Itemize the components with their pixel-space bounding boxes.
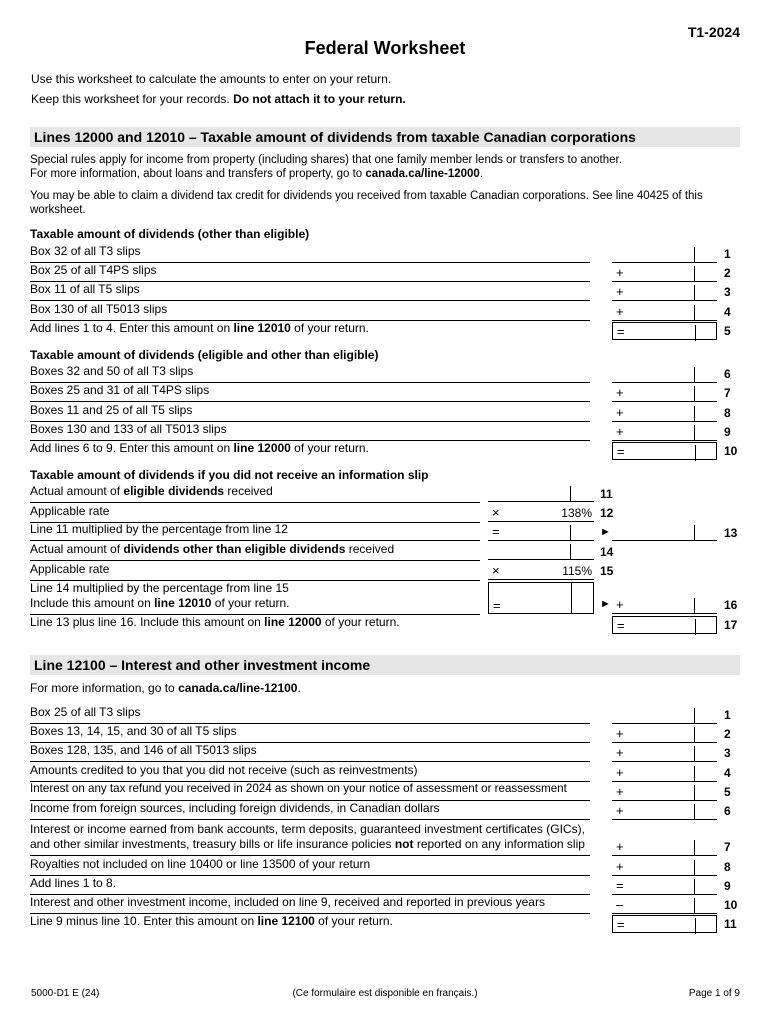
line-number: 6 [724,804,731,818]
row-label-17: Line 13 plus line 16. Include this amount on line 12000 of your return. [30,615,400,629]
footer-page-number: Page 1 of 9 [688,988,740,999]
arrow-icon: ► [600,598,611,610]
section-interest-heading: Line 12100 – Interest and other investment income [30,655,740,675]
row-label-15: Applicable rate [30,562,110,576]
amount-field-s2-line-3[interactable]: + [612,744,717,762]
line-number: 17 [724,618,738,632]
amount-field-line-4[interactable]: + [612,303,717,321]
line-number: 4 [724,305,731,319]
line-number: 10 [724,898,738,912]
amount-field-line-17[interactable]: = [612,616,717,634]
row-label-6: Boxes 32 and 50 of all T3 slips [30,364,194,378]
amount-field-line-16[interactable]: + [612,596,717,614]
amount-field-s2-line-10[interactable]: – [612,896,717,914]
line-number: 8 [724,406,731,420]
section-dividends-para2: You may be able to claim a dividend tax credit for dividends you received from taxable Canadian corporations. See line 40425 of this worksheet. [30,190,703,216]
section-dividends-para1: Special rules apply for income from property (including shares) that one family member lends or transfers to another. For more information, about loans and transfers of property, go to canada.ca/line-12000. [30,154,622,180]
line-number: 13 [724,526,738,540]
line-number: 1 [724,247,731,261]
amount-field-s2-line-7[interactable]: + [612,838,717,856]
amount-field-line-7[interactable]: + [612,384,717,402]
line-12100-link[interactable]: canada.ca/line-12100 [178,681,298,695]
arrow-icon: ► [600,526,611,538]
row-label-s2-8: Royalties not included on line 10400 or line 13500 of your return [30,857,371,871]
row-label-10: Add lines 6 to 9. Enter this amount on line 12000 of your return. [30,441,369,455]
section-interest-para: For more information, go to canada.ca/line-12100. [30,681,301,695]
line-number: 5 [724,324,731,338]
line-number: 14 [600,545,614,559]
row-label-14: Actual amount of dividends other than eligible dividends received [30,542,395,556]
line-number: 16 [724,598,738,612]
footer-form-code: 5000-D1 E (24) [31,988,100,999]
row-label-s2-3: Boxes 128, 135, and 146 of all T5013 slips [30,743,257,757]
row-rule [30,401,590,402]
row-label-4: Box 130 of all T5013 slips [30,302,168,316]
amount-field-s2-line-1[interactable] [612,706,717,724]
row-label-s2-6: Income from foreign sources, including foreign dividends, in Canadian dollars [30,801,440,815]
amount-field-line-6[interactable] [612,365,717,383]
line-number: 7 [724,840,731,854]
amount-field-line-5[interactable]: = [612,322,717,340]
row-rule [30,502,480,503]
row-rule [30,560,480,561]
line-number: 12 [600,506,614,520]
line-number: 8 [724,860,731,874]
amount-field-line-10[interactable]: = [612,442,717,460]
page-title: Federal Worksheet [304,38,466,58]
line-number: 9 [724,879,731,893]
row-label-s2-5: Interest on any tax refund you received in 2024 as shown on your notice of assessment or reassessment [30,782,567,795]
row-label-7: Boxes 25 and 31 of all T4PS slips [30,383,210,397]
amount-field-s2-line-5[interactable]: + [612,783,717,801]
amount-field-line-9[interactable]: + [612,423,717,441]
row-label-s2-10: Interest and other investment income, included on line 9, received and reported in previous years [30,895,545,909]
amount-field-s2-line-4[interactable]: + [612,764,717,782]
intro-line-1: Use this worksheet to calculate the amounts to enter on your return. [31,72,392,86]
line-number: 2 [724,727,731,741]
group-b-heading: Taxable amount of dividends (eligible and other than eligible) [30,348,379,362]
row-rule [30,540,480,541]
row-label-16-line1: Line 14 multiplied by the percentage from line 15 [30,581,289,595]
amount-field-line-8[interactable]: + [612,404,717,422]
amount-field-s2-line-6[interactable]: + [612,802,717,820]
row-label-s2-11: Line 9 minus line 10. Enter this amount on line 12100 of your return. [30,914,393,928]
line-number: 6 [724,367,731,381]
row-label-16-line2: Include this amount on line 12010 of your return. [30,596,290,610]
line-number: 10 [724,444,738,458]
row-rule [30,761,590,762]
line-number: 5 [724,785,731,799]
amount-field-s2-line-11[interactable]: = [612,915,717,933]
amount-field-line-16-calc[interactable]: = [488,582,594,614]
row-label-8: Boxes 11 and 25 of all T5 slips [30,403,193,417]
row-label-2: Box 25 of all T4PS slips [30,263,157,277]
amount-field-line-3[interactable]: + [612,283,717,301]
row-label-3: Box 11 of all T5 slips [30,282,140,296]
rate-field-line-15: × 115% [488,562,594,580]
row-label-s2-2: Boxes 13, 14, 15, and 30 of all T5 slips [30,724,237,738]
row-rule [30,819,590,820]
row-label-11: Actual amount of eligible dividends received [30,484,273,498]
line-number: 15 [600,564,614,578]
group-c-heading: Taxable amount of dividends if you did not receive an information slip [30,468,429,482]
amount-field-s2-line-2[interactable]: + [612,725,717,743]
row-label-1: Box 32 of all T3 slips [30,244,141,258]
intro-line-2: Keep this worksheet for your records. Do not attach it to your return. [31,92,406,106]
group-a-heading: Taxable amount of dividends (other than eligible) [30,227,310,241]
amount-field-line-1[interactable] [612,245,717,263]
amount-field-line-14[interactable] [488,542,594,560]
amount-field-s2-line-8[interactable]: + [612,858,717,876]
line-number: 7 [724,386,731,400]
row-label-12: Applicable rate [30,504,110,518]
form-id: T1-2024 [687,24,740,40]
row-label-s2-7-line2: and other similar investments, treasury bills or life insurance policies not reported on any information slip [30,837,585,851]
row-label-9: Boxes 130 and 133 of all T5013 slips [30,422,227,436]
footer-french-note: (Ce formulaire est disponible en français.) [292,988,478,999]
row-label-s2-9: Add lines 1 to 8. [30,876,117,890]
line-number: 3 [724,746,731,760]
amount-field-line-2[interactable]: + [612,264,717,282]
line-number: 11 [724,917,737,931]
row-rule [30,855,590,856]
section-dividends-heading: Lines 12000 and 12010 – Taxable amount of dividends from taxable Canadian corporations [30,127,740,147]
line-number: 9 [724,425,731,439]
line-12000-link[interactable]: canada.ca/line-12000 [365,168,480,180]
amount-field-line-13-calc[interactable]: = [488,523,594,541]
line-number: 11 [600,487,613,501]
amount-field-line-13[interactable] [612,523,717,541]
row-label-13: Line 11 multiplied by the percentage from line 12 [30,522,288,536]
line-number: 3 [724,285,731,299]
line-number: 1 [724,708,731,722]
line-number: 2 [724,266,731,280]
rate-field-line-12: × 138% [488,504,594,522]
line-number: 4 [724,766,731,780]
row-label-s2-7-line1: Interest or income earned from bank accounts, term deposits, guaranteed investment certificates (GICs), [30,822,585,836]
row-label-5: Add lines 1 to 4. Enter this amount on line 12010 of your return. [30,321,369,335]
row-label-s2-1: Box 25 of all T3 slips [30,705,141,719]
amount-field-s2-line-9[interactable]: = [612,877,717,895]
amount-field-line-11[interactable] [488,484,594,502]
row-label-s2-4: Amounts credited to you that you did not receive (such as reinvestments) [30,763,418,777]
row-rule [30,300,590,301]
